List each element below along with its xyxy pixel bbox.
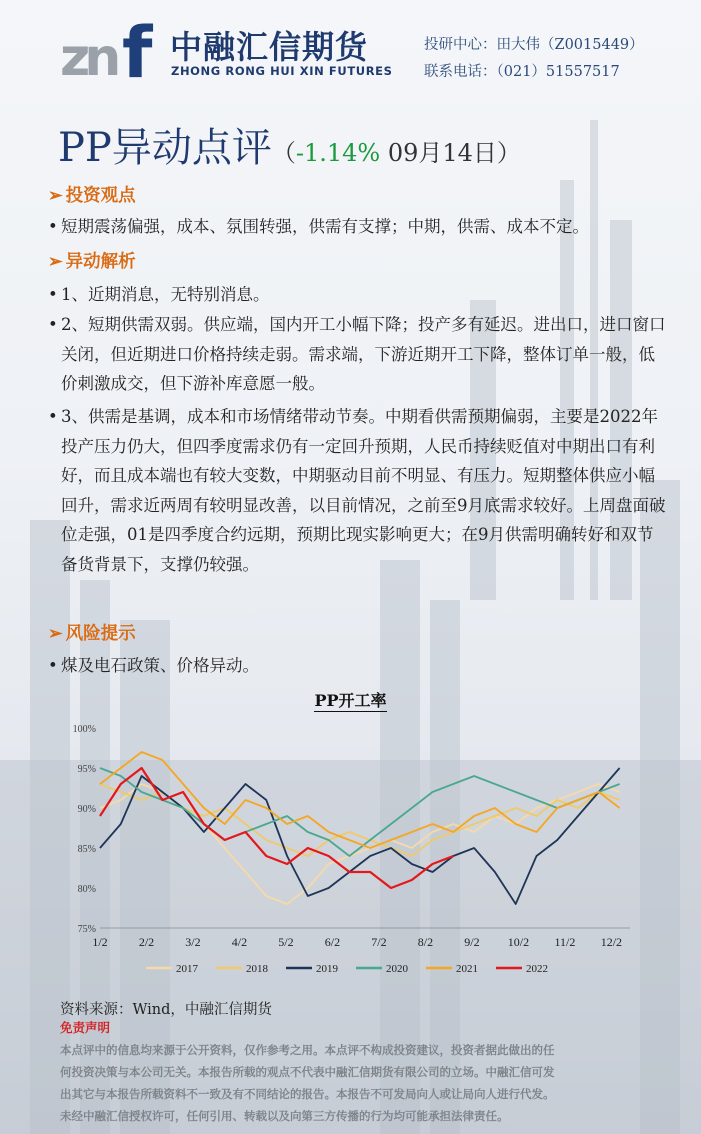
title-main: PP异动点评 [58, 125, 272, 171]
arrow-icon: ➢ [48, 252, 63, 272]
company-name-en: ZHONG RONG HUI XIN FUTURES [171, 64, 393, 78]
disclaimer-line: 何投资决策与本公司无关。本报告所载的观点不代表中融汇信期货有限公司的立场。中融汇信可发 [60, 1065, 555, 1079]
x-tick-label: 5/2 [278, 935, 294, 949]
pp-operating-rate-chart [56, 712, 646, 982]
legend-label-2017: 2017 [176, 963, 198, 975]
y-tick-label: 80% [77, 884, 96, 895]
bullet-icon: • [48, 656, 58, 675]
x-tick-label: 2/2 [138, 935, 155, 949]
bullet-icon: • [48, 217, 58, 236]
section-heading-risk: ➢ 风险提示 [48, 624, 136, 644]
bullet-icon: • [48, 285, 58, 304]
legend-label-2018: 2018 [246, 963, 268, 975]
series-line-2021 [100, 752, 620, 848]
y-tick-label: 75% [77, 924, 96, 935]
x-tick-label: 12/2 [600, 935, 623, 949]
page-title [58, 116, 521, 173]
legend-label-2020: 2020 [386, 963, 408, 975]
x-tick-label: 11/2 [554, 935, 576, 949]
analysis-item-1: • 1、近期消息，无特别消息。 [48, 280, 668, 310]
disclaimer-line: 本点评中的信息均来源于公开资料，仅作参考之用。本点评不构成投资建议，投资者据此做出的任 [60, 1043, 555, 1057]
disclaimer-text [60, 1039, 650, 1127]
y-tick-label: 100% [72, 724, 96, 735]
y-tick-label: 90% [77, 804, 96, 815]
risk-item: • 煤及电石政策、价格异动。 [48, 651, 668, 681]
x-tick-label: 10/2 [507, 935, 530, 949]
title-date: 09月14日） [380, 139, 521, 167]
legend-label-2021: 2021 [456, 963, 478, 975]
disclaimer-line: 出其它与本报告所载资料不一致及有不同结论的报告。本报告不可发局向人或让局向人进行代发。 [60, 1087, 555, 1101]
x-tick-label: 3/2 [185, 935, 201, 949]
view-item: • 短期震荡偏强，成本、氛围转强，供需有支撑；中期，供需、成本不定。 [48, 212, 668, 242]
arrow-icon: ➢ [48, 624, 63, 644]
analysis-item-2: • 2、短期供需双弱。供应端，国内开工小幅下降；投产多有延迟。进出口，进口窗口关闭，但近期进口价格持续走弱。需求端，下游近期开工下降，整体订单一般，低价刺激成交，但下游补库意愿一般。 [48, 310, 668, 399]
bullet-icon: • [48, 407, 58, 426]
disclaimer-heading: 免责声明 [60, 1020, 111, 1035]
x-tick-label: 9/2 [464, 935, 480, 949]
legend-label-2019: 2019 [316, 963, 338, 975]
contact-info [424, 32, 644, 86]
company-logo [60, 12, 160, 94]
phone-line: 联系电话：（021）51557517 [424, 64, 620, 80]
data-source: 资料来源：Wind，中融汇信期货 [60, 1002, 272, 1018]
x-tick-label: 7/2 [371, 935, 387, 949]
disclaimer-line: 未经中融汇信授权许可，任何引用、转载以及向第三方传播的行为均可能承担法律责任。 [60, 1109, 509, 1123]
company-name-cn: 中融汇信期货 [170, 28, 369, 66]
y-tick-label: 85% [77, 844, 96, 855]
chart-title: PP开工率 [314, 691, 387, 710]
arrow-icon: ➢ [48, 186, 63, 206]
y-tick-label: 95% [77, 764, 96, 775]
analysis-item-3: • 3、供需是基调，成本和市场情绪带动节奏。中期看供需预期偏弱，主要是2022年投产压力仍大，但四季度需求仍有一定回升预期，人民币持续贬值对中期出口有利好，而且成本端也有较大变数，中期驱动目前不明显、有压力。短期整体供应小幅回升，需求近两周有较明显改善，以目前情况，之前至9月底需求较好。上周盘面破位走强，01是四季度合约远期，预期比现实影响更大；在9月供需明确转好和双节备货背景下，支撑仍较强。 [48, 402, 668, 579]
logo-zn: zn [60, 28, 116, 88]
x-tick-label: 6/2 [324, 935, 341, 949]
section-heading-view: ➢ 投资观点 [48, 186, 136, 206]
bullet-icon: • [48, 315, 58, 334]
legend-label-2022: 2022 [526, 963, 548, 975]
price-change-pct: -1.14% [295, 139, 381, 167]
title-paren-open: （ [271, 139, 296, 167]
x-tick-label: 8/2 [417, 935, 434, 949]
section-heading-analysis: ➢ 异动解析 [48, 252, 136, 272]
report-header [0, 0, 701, 100]
analyst-line: 投研中心：田大伟（Z0015449） [424, 37, 644, 53]
x-tick-label: 4/2 [231, 935, 248, 949]
x-tick-label: 1/2 [92, 935, 108, 949]
logo-f: f [122, 12, 153, 94]
